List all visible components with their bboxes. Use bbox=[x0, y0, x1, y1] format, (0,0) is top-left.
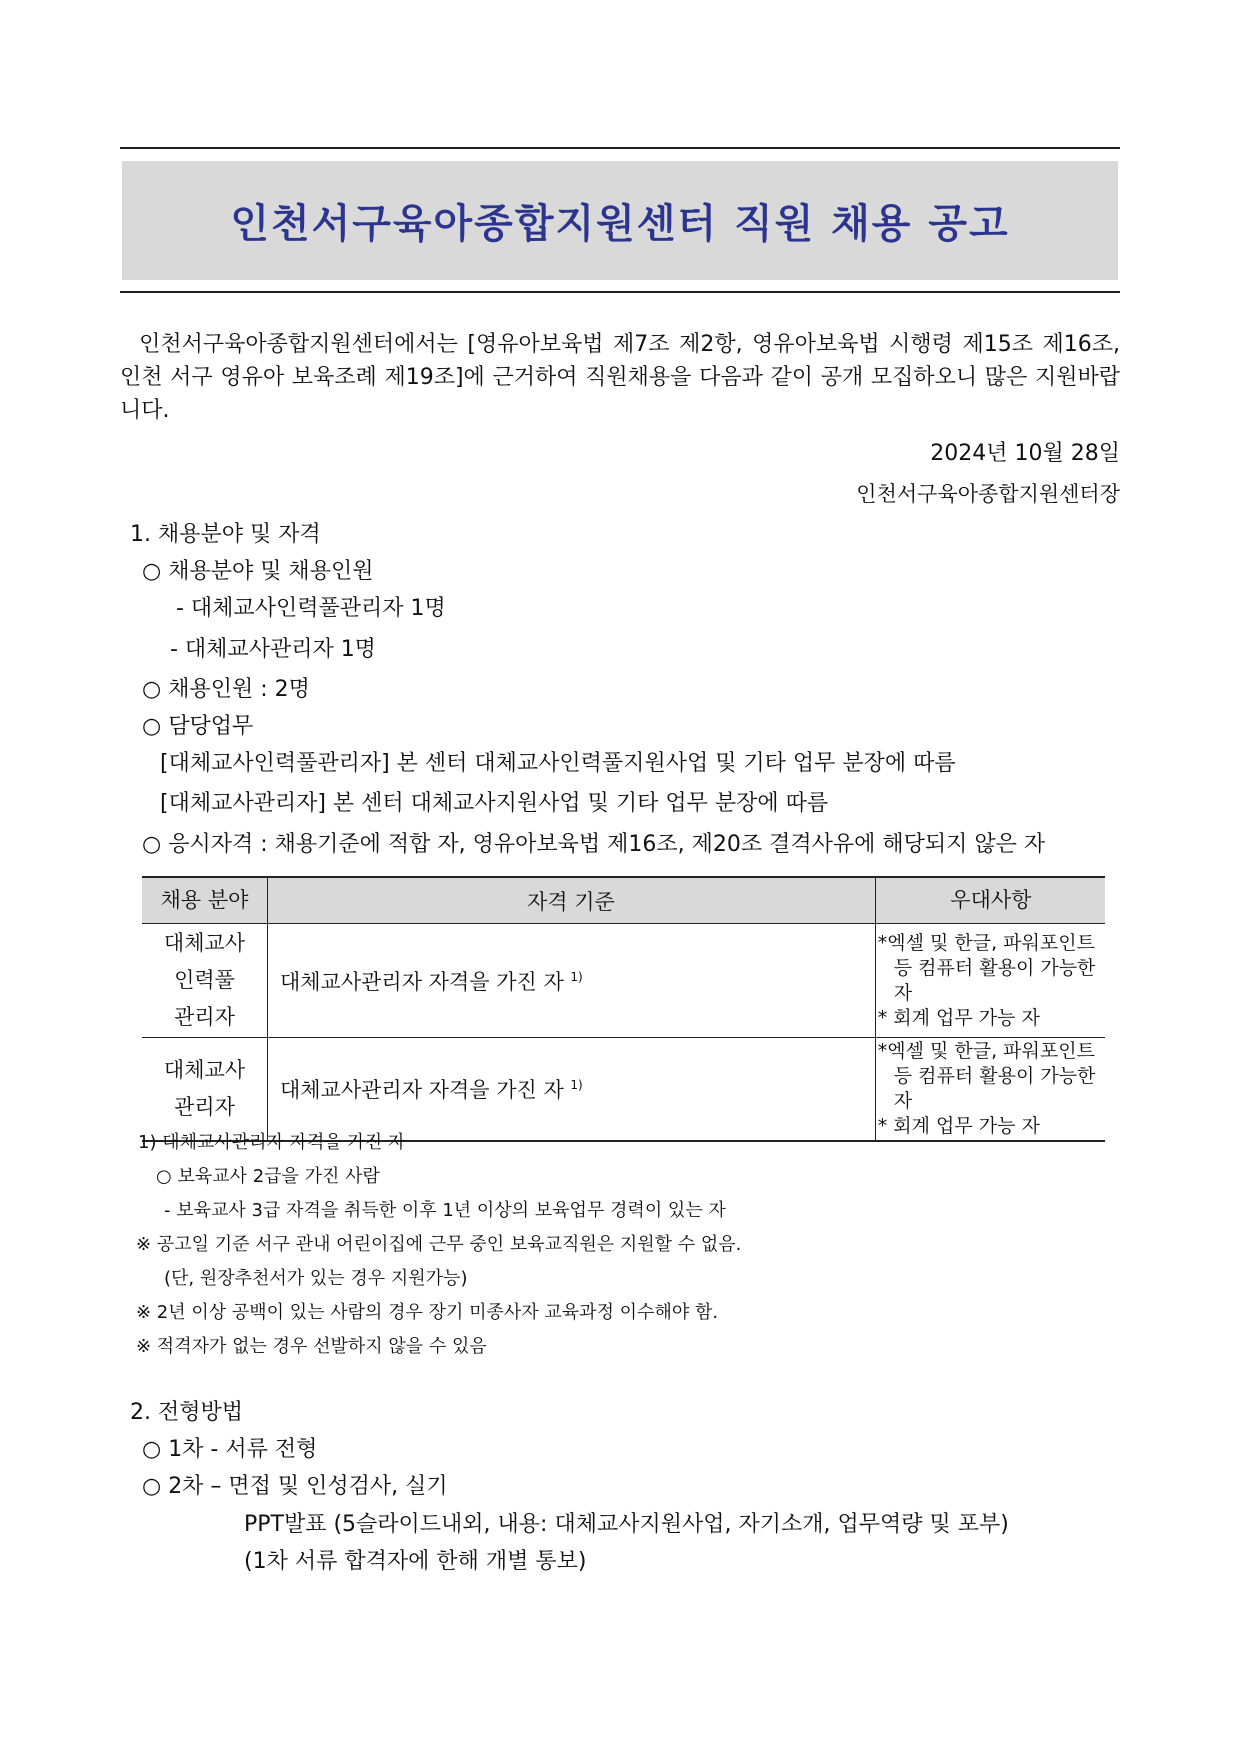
note-line: ※ 2년 이상 공백이 있는 사람의 경우 장기 미종사자 교육과정 이수해야 함. bbox=[136, 1302, 719, 1323]
issuer: 인천서구육아종합지원센터장 bbox=[856, 482, 1120, 506]
note-line: ○ 보육교사 2급을 가진 사람 bbox=[156, 1166, 380, 1187]
pref-line: * 회계 업무 가능 자 bbox=[877, 1006, 1040, 1029]
field-line: 대체교사 bbox=[163, 931, 246, 955]
step2-detail: PPT발표 (5슬라이드내외, 내용: 대체교사지원사업, 자기소개, 업무역량 및 포부) bbox=[244, 1512, 1009, 1537]
criteria-text: 대체교사관리자 자격을 가진 자 bbox=[279, 969, 564, 994]
eligibility: ○ 응시자격 : 채용기준에 적합 자, 영유아보육법 제16조, 제20조 결격사유에 해당되지 않은 자 bbox=[142, 832, 1046, 857]
field-line: 인력풀 bbox=[174, 968, 235, 992]
footnote: 1) 대체교사관리자 자격을 가진 자 bbox=[138, 1132, 406, 1153]
title-banner bbox=[122, 161, 1118, 280]
field-line: 관리자 bbox=[174, 1005, 235, 1029]
note-line: - 보육교사 3급 자격을 취득한 이후 1년 이상의 보육업무 경력이 있는 자 bbox=[164, 1200, 726, 1221]
pref-line: * 회계 업무 가능 자 bbox=[877, 1115, 1040, 1137]
title-bottom-rule bbox=[120, 291, 1120, 293]
footnote-ref: 1) bbox=[570, 1078, 583, 1092]
section2-heading: 2. 전형방법 bbox=[130, 1400, 243, 1425]
step2-notice: (1차 서류 합격자에 한해 개별 통보) bbox=[244, 1549, 587, 1574]
note-line: (단, 원장추천서가 있는 경우 지원가능) bbox=[164, 1268, 468, 1289]
qualification-table bbox=[142, 876, 1105, 1142]
table-header-row bbox=[142, 877, 1105, 924]
table-row bbox=[142, 924, 1105, 1038]
header-preference: 우대사항 bbox=[875, 877, 1105, 924]
table-row bbox=[142, 1038, 1105, 1142]
footnote-ref: 1) bbox=[570, 969, 583, 984]
intro-paragraph bbox=[120, 328, 1120, 427]
fields-heading: ○ 채용분야 및 채용인원 bbox=[142, 559, 374, 584]
duty-item: [대체교사관리자] 본 센터 대체교사지원사업 및 기타 업무 분장에 따름 bbox=[160, 791, 829, 816]
page-title: 인천서구육아종합지원센터 직원 채용 공고 bbox=[230, 201, 1010, 247]
field-line: 대체교사 bbox=[163, 1058, 246, 1082]
duty-item: [대체교사인력풀관리자] 본 센터 대체교사인력풀지원사업 및 기타 업무 분장에 따름 bbox=[160, 751, 956, 776]
duties-heading: ○ 담당업무 bbox=[142, 714, 254, 739]
criteria-cell bbox=[267, 924, 875, 1038]
pref-line: 등 컴퓨터 활용이 가능한 자 bbox=[893, 1065, 1096, 1112]
selection-step-2: ○ 2차 – 면접 및 인성검사, 실기 bbox=[142, 1474, 448, 1499]
pref-line: *엑셀 및 한글, 파워포인트 bbox=[877, 1040, 1095, 1062]
preference-cell bbox=[875, 1038, 1105, 1142]
note-line: ※ 적격자가 없는 경우 선발하지 않을 수 있음 bbox=[136, 1336, 487, 1357]
criteria-text: 대체교사관리자 자격을 가진 자 bbox=[279, 1078, 564, 1102]
header-field: 채용 분야 bbox=[142, 877, 267, 924]
criteria-cell bbox=[267, 1038, 875, 1142]
field-line: 관리자 bbox=[174, 1095, 235, 1119]
field-cell bbox=[142, 924, 267, 1038]
notice-date: 2024년 10월 28일 bbox=[930, 441, 1120, 466]
note-line: ※ 공고일 기준 서구 관내 어린이집에 근무 중인 보육교직원은 지원할 수 없음. bbox=[136, 1234, 742, 1255]
headcount: ○ 채용인원 : 2명 bbox=[142, 677, 310, 702]
field-item: - 대체교사인력풀관리자 1명 bbox=[176, 596, 446, 621]
field-cell bbox=[142, 1038, 267, 1142]
pref-line: *엑셀 및 한글, 파워포인트 bbox=[877, 931, 1095, 954]
selection-step-1: ○ 1차 - 서류 전형 bbox=[142, 1437, 318, 1462]
preference-cell bbox=[875, 924, 1105, 1038]
field-item: - 대체교사관리자 1명 bbox=[170, 637, 376, 662]
pref-line: 등 컴퓨터 활용이 가능한 자 bbox=[893, 956, 1096, 1004]
top-rule bbox=[120, 147, 1120, 149]
header-criteria: 자격 기준 bbox=[267, 877, 875, 924]
intro-text: 인천서구육아종합지원센터에서는 [영유아보육법 제7조 제2항, 영유아보육법 시행령 제15조 제16조, 인천 서구 영유아 보육조례 제19조]에 근거하여 직원채용을 다음과 같이 공개 모집하오니 많은 지원바랍니다. bbox=[120, 332, 1120, 423]
section1-heading: 1. 채용분야 및 자격 bbox=[130, 522, 321, 547]
